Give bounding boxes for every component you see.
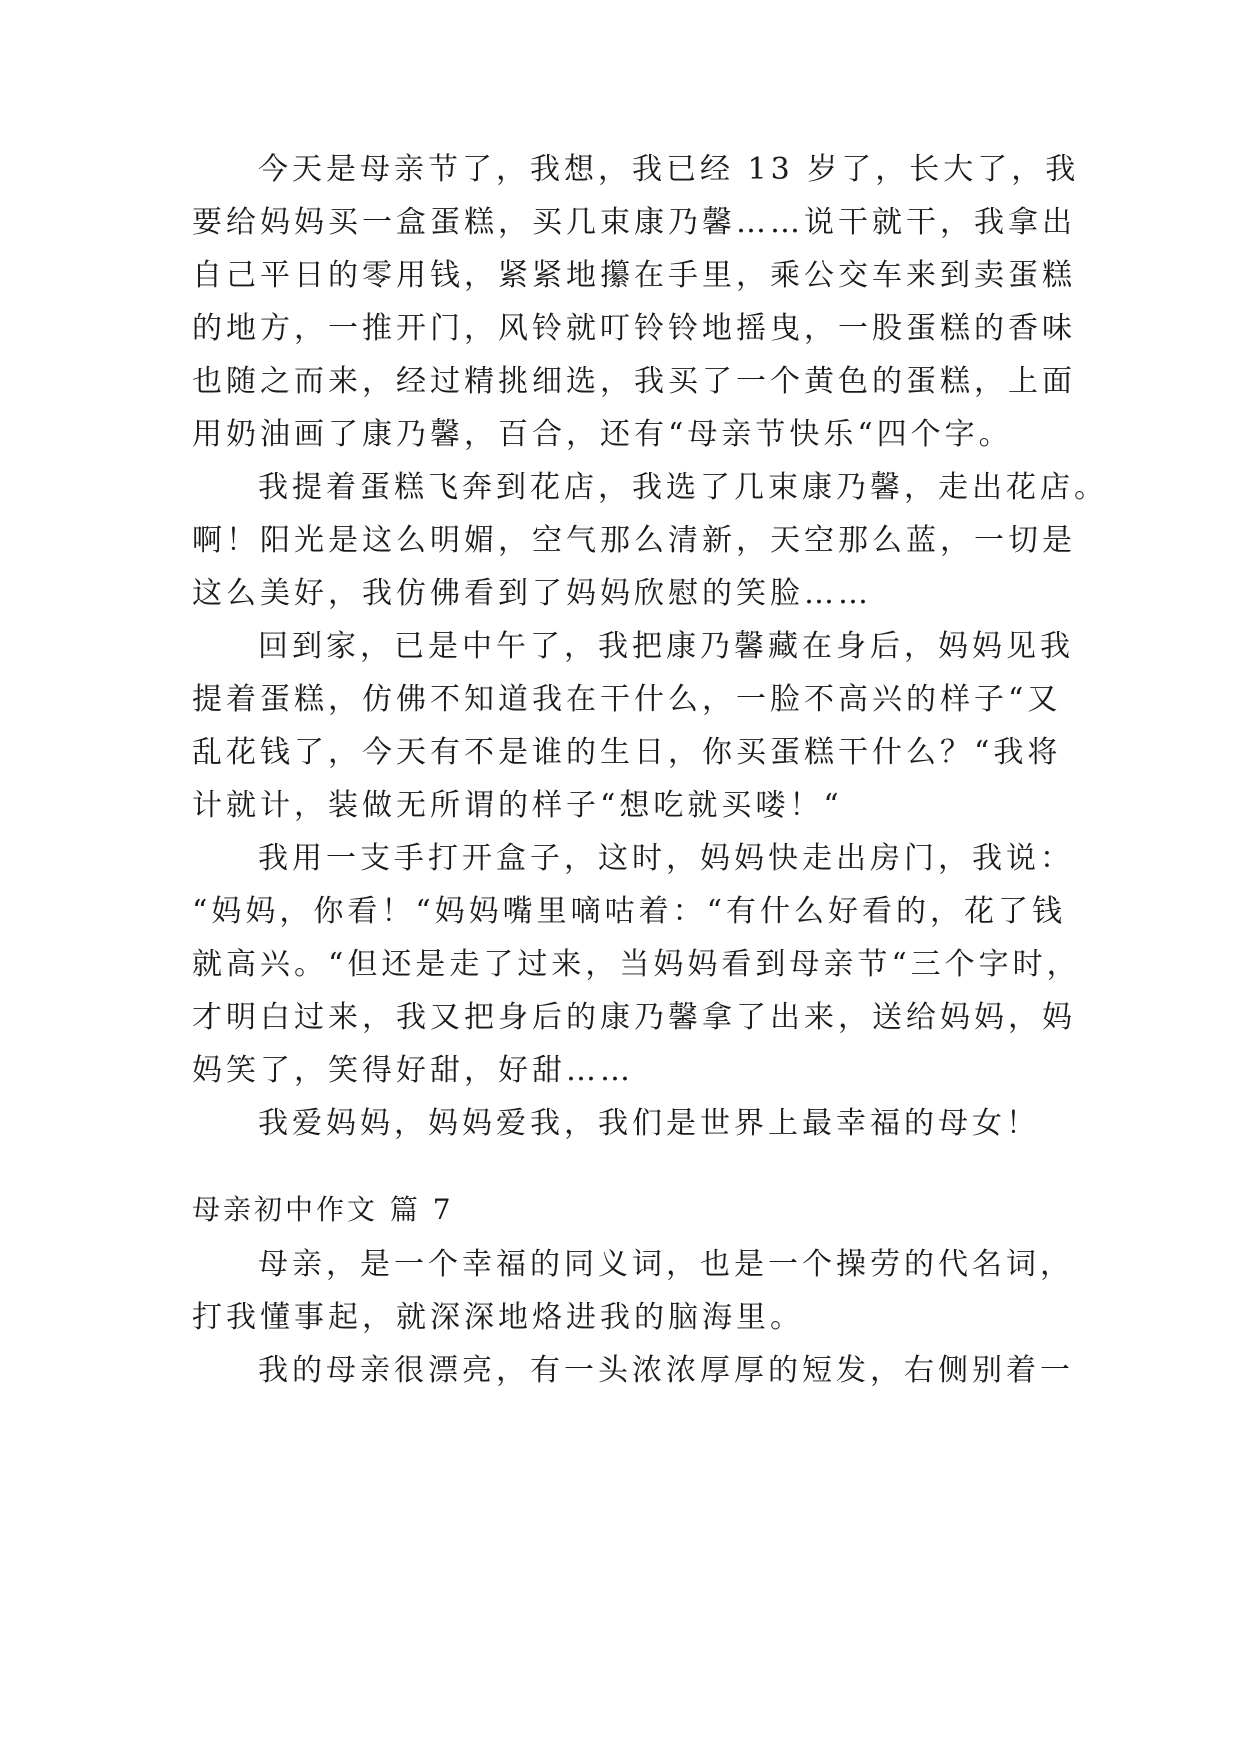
text-line: 母亲，是一个幸福的同义词，也是一个操劳的代名词，	[258, 1247, 1074, 1282]
section-title: 母亲初中作文 篇 7	[192, 1193, 454, 1226]
text-line: 提着蛋糕，仿佛不知道我在干什么，一脸不高兴的样子“又	[192, 682, 1062, 717]
text-line: 我爱妈妈，妈妈爱我，我们是世界上最幸福的母女！	[258, 1106, 1040, 1141]
text-line: 计就计，装做无所谓的样子“想吃就买喽！“	[192, 788, 843, 823]
text-line: 用奶油画了康乃馨，百合，还有“母亲节快乐“四个字。	[192, 417, 1013, 452]
text-line: “妈妈，你看！“妈妈嘴里嘀咕着：“有什么好看的，花了钱	[192, 894, 1067, 929]
text-line: 我用一支手打开盒子，这时，妈妈快走出房门，我说：	[258, 841, 1074, 876]
text-line: 啊！阳光是这么明媚，空气那么清新，天空那么蓝，一切是	[192, 523, 1076, 558]
text-line: 乱花钱了，今天有不是谁的生日，你买蛋糕干什么？“我将	[192, 735, 1062, 770]
text-line: 的地方，一推开门，风铃就叮铃铃地摇曳，一股蛋糕的香味	[192, 311, 1076, 346]
text-line: 就高兴。“但还是走了过来，当妈妈看到母亲节“三个字时，	[192, 947, 1081, 982]
text-line: 打我懂事起，就深深地烙进我的脑海里。	[192, 1300, 804, 1335]
text-line: 今天是母亲节了，我想，我已经 13 岁了，长大了，我	[258, 152, 1080, 187]
text-line: 也随之而来，经过精挑细选，我买了一个黄色的蛋糕，上面	[192, 364, 1076, 399]
text-line: 我提着蛋糕飞奔到花店，我选了几束康乃馨，走出花店。	[258, 470, 1108, 505]
text-line: 这么美好，我仿佛看到了妈妈欣慰的笑脸……	[192, 576, 872, 611]
text-line: 才明白过来，我又把身后的康乃馨拿了出来，送给妈妈，妈	[192, 1000, 1076, 1035]
text-line: 自己平日的零用钱，紧紧地攥在手里，乘公交车来到卖蛋糕	[192, 258, 1076, 293]
text-line: 回到家，已是中午了，我把康乃馨藏在身后，妈妈见我	[258, 629, 1074, 664]
text-line: 要给妈妈买一盒蛋糕，买几束康乃馨……说干就干，我拿出	[192, 205, 1076, 240]
text-line: 我的母亲很漂亮，有一头浓浓厚厚的短发，右侧别着一	[258, 1353, 1074, 1388]
text-line: 妈笑了，笑得好甜，好甜……	[192, 1053, 634, 1088]
